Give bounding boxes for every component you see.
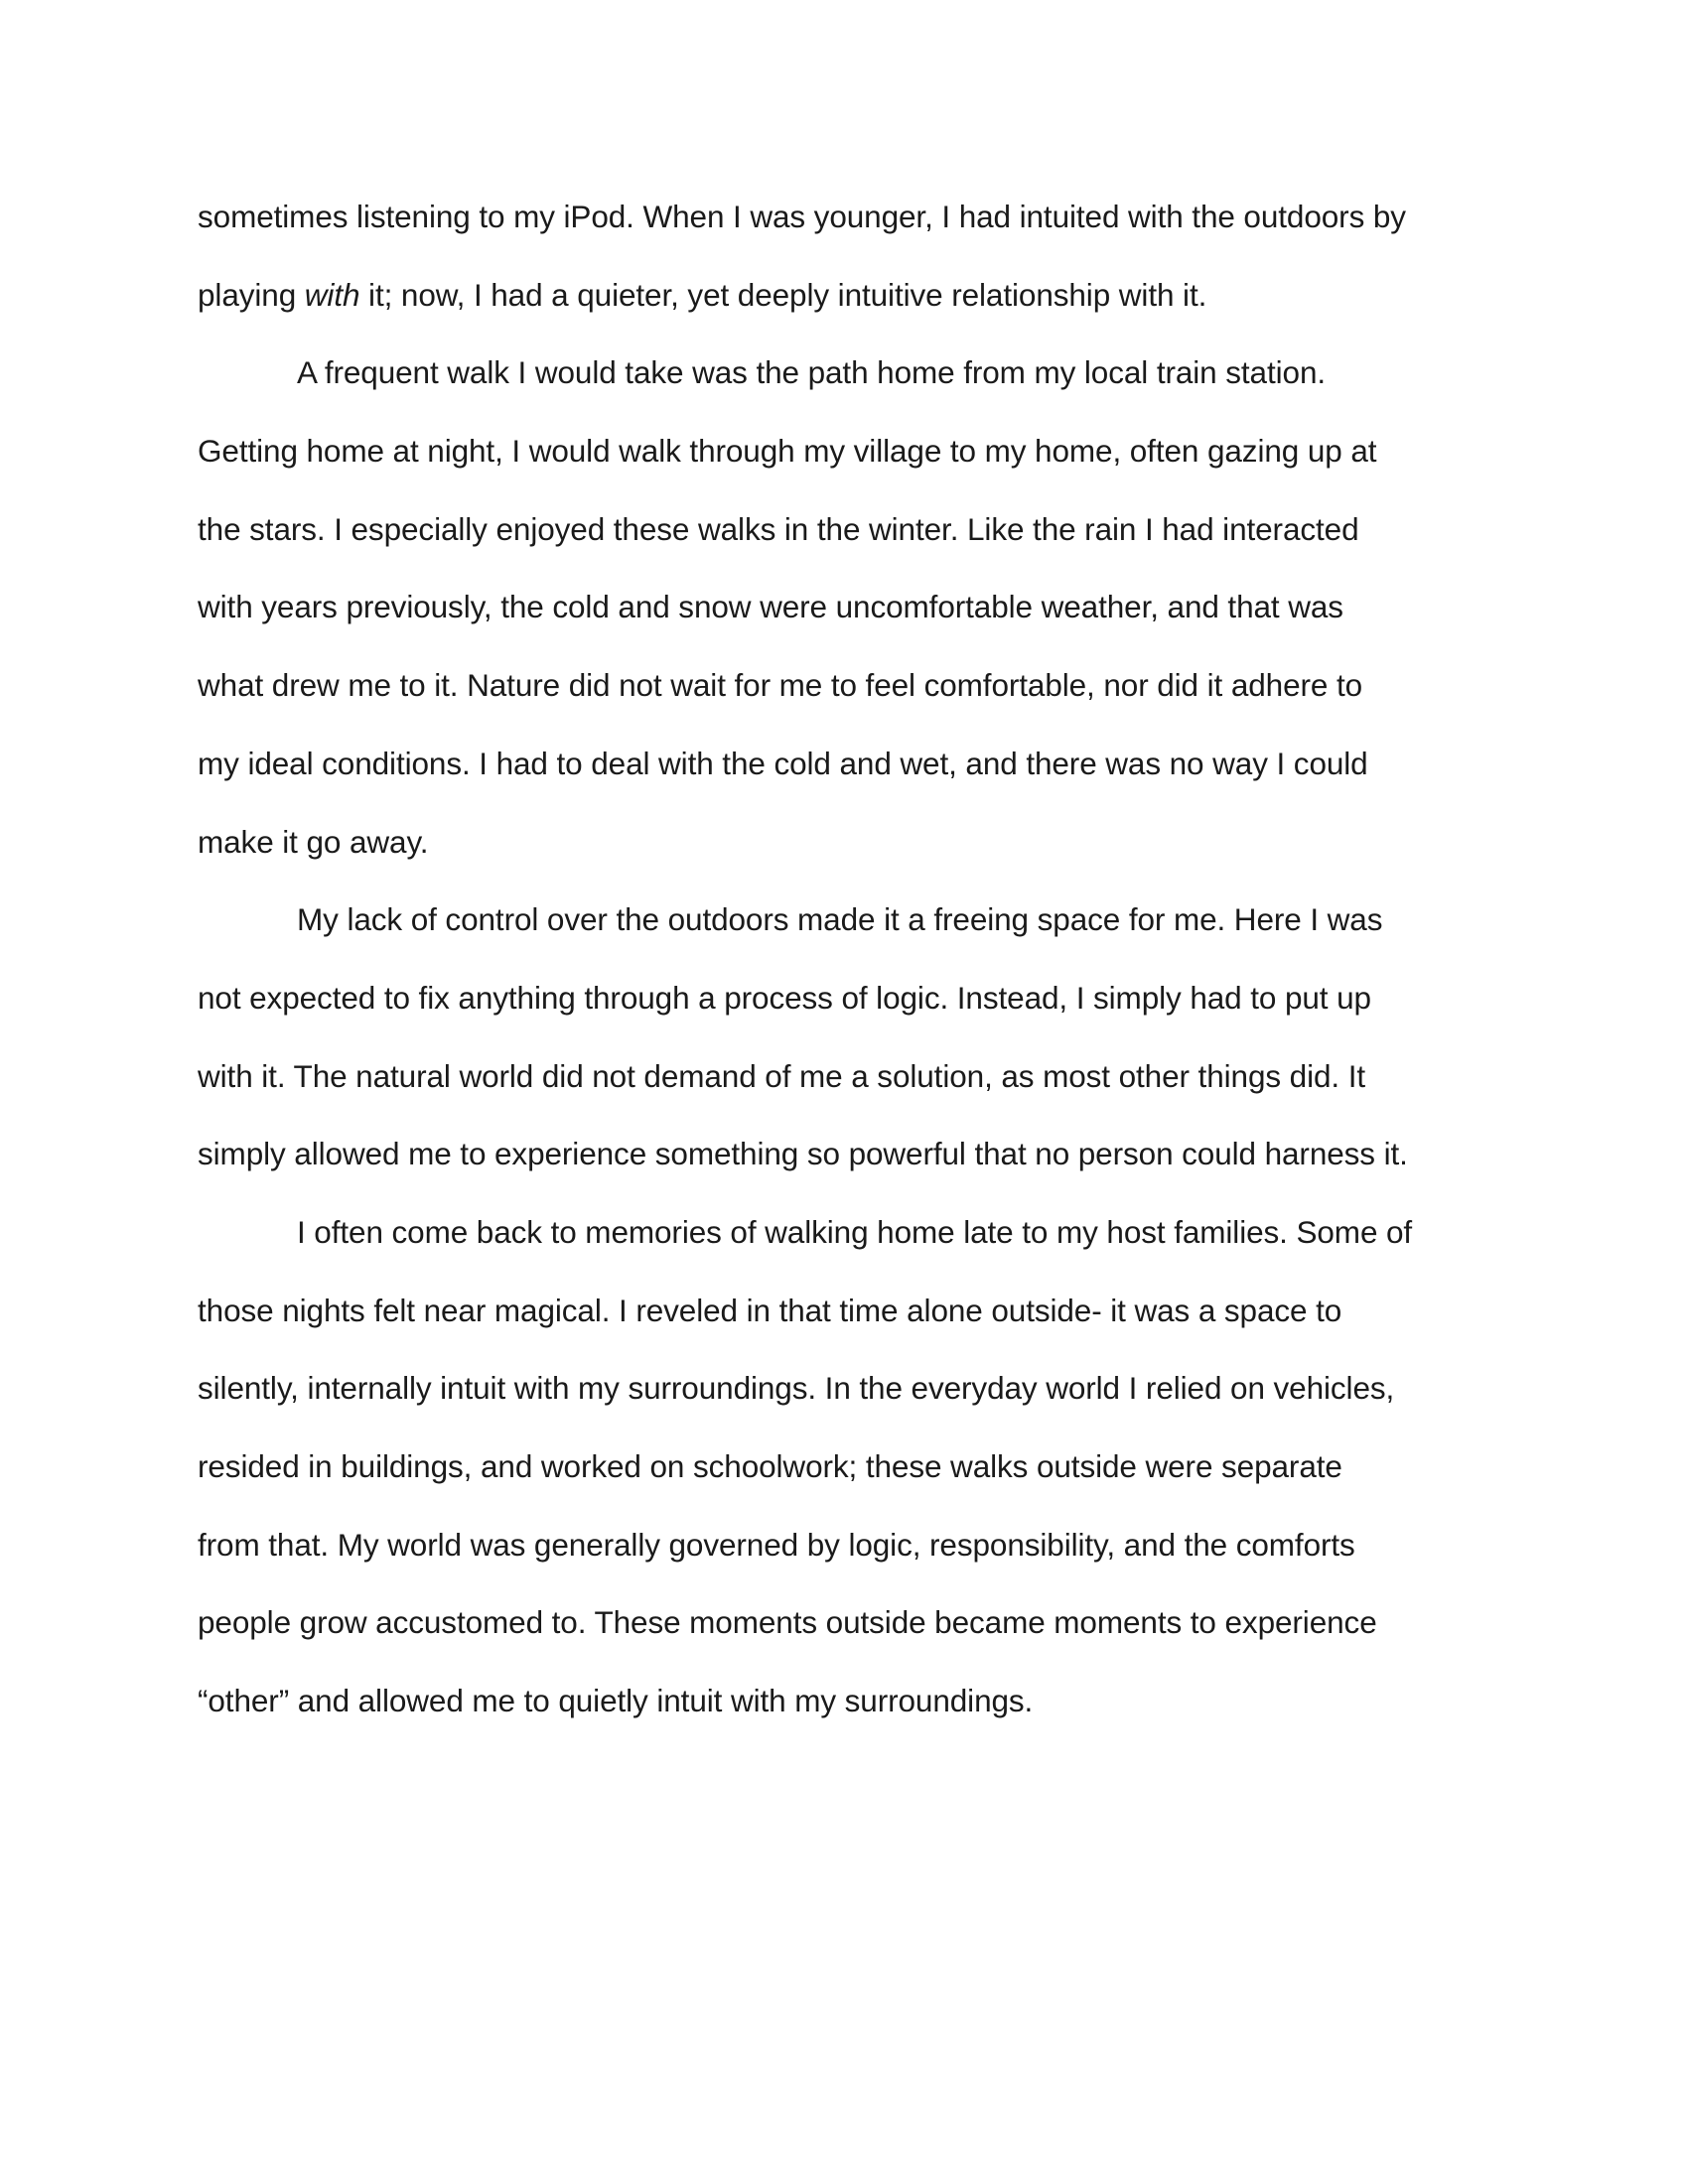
text-line bbox=[198, 195, 1488, 273]
text-line bbox=[198, 429, 1488, 507]
text-run: the stars. I especially enjoyed these walks in the winter. Like the rain I had interacted bbox=[198, 510, 1359, 547]
text-line bbox=[198, 585, 1488, 663]
text-line bbox=[198, 897, 1488, 976]
text-run: those nights felt near magical. I reveled in that time alone outside- it was a space to bbox=[198, 1292, 1342, 1328]
paragraph-host-families bbox=[198, 1210, 1488, 1757]
text-line bbox=[198, 742, 1488, 820]
text-line bbox=[198, 1210, 1488, 1289]
text-run: I often come back to memories of walking home late to my host families. Some of bbox=[297, 1213, 1413, 1250]
text-line bbox=[198, 350, 1488, 429]
text-run: A frequent walk I would take was the path home from my local train station. bbox=[297, 354, 1327, 391]
text-run: Getting home at night, I would walk through my village to my home, often gazing up at bbox=[198, 433, 1377, 470]
text-run: my ideal conditions. I had to deal with the cold and wet, and there was no way I could bbox=[198, 745, 1368, 781]
text-run: not expected to fix anything through a process of logic. Instead, I simply had to put up bbox=[198, 979, 1371, 1016]
text-run: resided in buildings, and worked on schoolwork; these walks outside were separate bbox=[198, 1448, 1342, 1484]
text-line bbox=[198, 1289, 1488, 1367]
text-run: “other” and allowed me to quietly intuit with my surroundings. bbox=[198, 1683, 1034, 1719]
text-line bbox=[198, 1600, 1488, 1679]
text-line bbox=[198, 1366, 1488, 1444]
text-run: silently, internally intuit with my surroundings. In the everyday world I relied on vehicles, bbox=[198, 1370, 1395, 1407]
text-run: playing bbox=[198, 276, 305, 313]
text-line bbox=[198, 820, 1488, 898]
text-line bbox=[198, 1523, 1488, 1601]
text-line bbox=[198, 663, 1488, 742]
paragraph-train-station-walks bbox=[198, 350, 1488, 897]
text-line bbox=[198, 1054, 1488, 1133]
text-line bbox=[198, 507, 1488, 586]
text-run: sometimes listening to my iPod. When I was younger, I had intuited with the outdoors by bbox=[198, 199, 1406, 234]
text-run: My lack of control over the outdoors made it a freeing space for me. Here I was bbox=[297, 901, 1383, 938]
text-run: what drew me to it. Nature did not wait for me to feel comfortable, nor did it adhere to bbox=[198, 667, 1363, 704]
text-line bbox=[198, 273, 1488, 351]
text-run: make it go away. bbox=[198, 823, 429, 860]
italic-emphasis: with bbox=[304, 276, 360, 313]
text-run: simply allowed me to experience something so powerful that no person could harness it. bbox=[198, 1136, 1408, 1172]
paragraph-lack-of-control bbox=[198, 897, 1488, 1210]
text-run: it; now, I had a quieter, yet deeply intuitive relationship with it. bbox=[359, 276, 1207, 313]
text-line bbox=[198, 1444, 1488, 1523]
text-line bbox=[198, 1679, 1488, 1757]
text-line bbox=[198, 1132, 1488, 1210]
text-run: with years previously, the cold and snow were uncomfortable weather, and that was bbox=[198, 589, 1343, 625]
body-text bbox=[198, 195, 1488, 1757]
text-run: from that. My world was generally governed by logic, responsibility, and the comforts bbox=[198, 1526, 1355, 1563]
text-run: with it. The natural world did not demand of me a solution, as most other things did. It bbox=[198, 1057, 1366, 1094]
paragraph-continuation bbox=[198, 195, 1488, 350]
text-run: people grow accustomed to. These moments outside became moments to experience bbox=[198, 1604, 1377, 1641]
text-line bbox=[198, 976, 1488, 1054]
